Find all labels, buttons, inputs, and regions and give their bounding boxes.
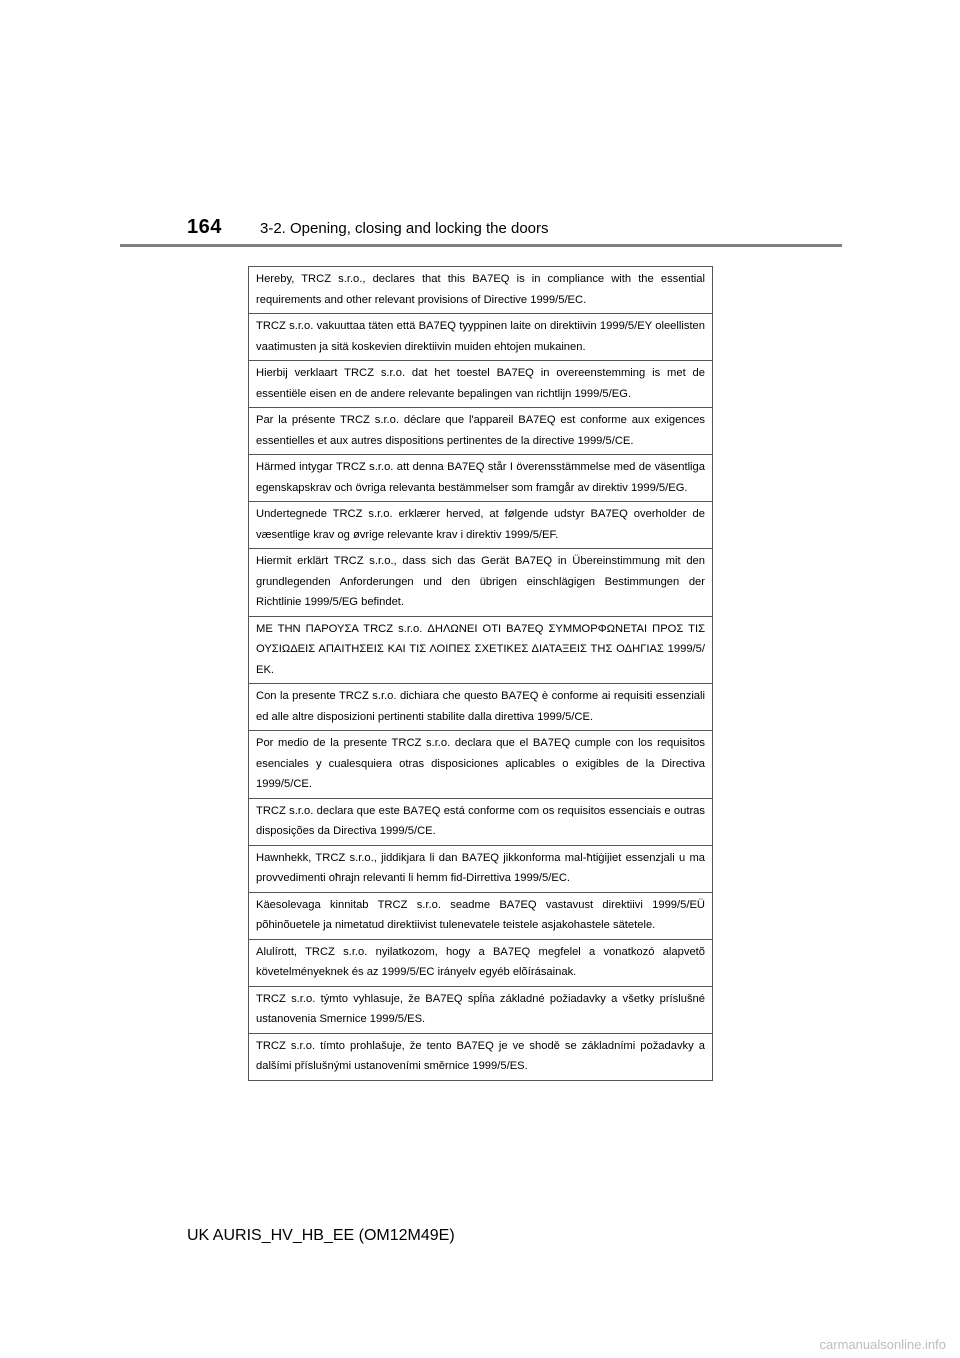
declaration-dutch: Hierbij verklaart TRCZ s.r.o. dat het toestel BA7EQ in overeenstemming is met de essentiële eisen en de andere relevante bepalingen van richtlijn 1999/5/EG. [249, 361, 712, 408]
declaration-english: Hereby, TRCZ s.r.o., declares that this BA7EQ is in compliance with the essential requirements and other relevant provisions of Directive 1999/5/EC. [249, 267, 712, 314]
declaration-czech: TRCZ s.r.o. tímto prohlašuje, že tento BA7EQ je ve shodě se základními požadavky a dalšími příslušnými ustanoveními směrnice 1999/5/ES. [256, 1039, 705, 1072]
declaration-portuguese: TRCZ s.r.o. declara que este BA7EQ está conforme com os requisitos essenciais e outras disposições da Directiva 1999/5/CE. [249, 799, 712, 846]
declaration-greek: ΜΕ ΤΗΝ ΠΑΡΟΥΣΑ TRCZ s.r.o. ΔΗΛΩΝΕΙ ΟΤΙ BA7EQ ΣΥΜΜΟΡΦΩΝΕΤΑΙ ΠΡΟΣ ΤΙΣ ΟΥΣΙΩΔΕΙΣ ΑΠΑΙΤΗΣΕΙΣ ΚΑΙ ΤΙΣ ΛΟΙΠΕΣ ΣΧΕΤΙΚΕΣ ΔΙΑΤΑΞΕΙΣ ΤΗΣ ΟΔΗΓΙΑΣ 1999/5/ΕΚ. [249, 617, 712, 685]
watermark: carmanualsonline.info [819, 1337, 946, 1352]
declaration-hungarian: Alulírott, TRCZ s.r.o. nyilatkozom, hogy a BA7EQ megfelel a vonatkozó alapvetõ követelményeknek és az 1999/5/EC irányelv egyéb elõírásainak. [249, 940, 712, 987]
declarations-table [248, 266, 713, 1081]
declaration-swedish: Härmed intygar TRCZ s.r.o. att denna BA7EQ står I överensstämmelse med de väsentliga egenskapskrav och övriga relevanta bestämmelser som framgår av direktiv 1999/5/EG. [249, 455, 712, 502]
declaration-maltese: Hawnhekk, TRCZ s.r.o., jiddikjara li dan BA7EQ jikkonforma mal-ħtiġijiet essenzjali u ma provvedimenti oħrajn relevanti li hemm fid-Dirrettiva 1999/5/EC. [249, 846, 712, 893]
declaration-german: Hiermit erklärt TRCZ s.r.o., dass sich das Gerät BA7EQ in Übereinstimmung mit den grundlegenden Anforderungen und den übrigen einschlägigen Bestimmungen der Richtlinie 1999/5/EG befindet. [249, 549, 712, 617]
declaration-spanish: Por medio de la presente TRCZ s.r.o. declara que el BA7EQ cumple con los requisitos esenciales y cualesquiera otras disposiciones aplicables o exigibles de la Directiva 1999/5/CE. [249, 731, 712, 799]
declaration-estonian: Käesolevaga kinnitab TRCZ s.r.o. seadme BA7EQ vastavust direktiivi 1999/5/EÜ põhinõuetele ja nimetatud direktiivist tulenevatele teistele asjakohastele sätetele. [249, 893, 712, 940]
header-divider [120, 244, 842, 247]
declaration-italian: Con la presente TRCZ s.r.o. dichiara che questo BA7EQ è conforme ai requisiti essenziali ed alle altre disposizioni pertinenti stabilite dalla direttiva 1999/5/CE. [249, 684, 712, 731]
declaration-finnish: TRCZ s.r.o. vakuuttaa täten että BA7EQ tyyppinen laite on direktiivin 1999/5/EY oleellisten vaatimusten ja sitä koskevien direktiivin muiden ehtojen mukainen. [249, 314, 712, 361]
page-number: 164 [187, 216, 222, 238]
section-title: 3-2. Opening, closing and locking the doors [260, 220, 549, 237]
declaration-danish: Undertegnede TRCZ s.r.o. erklærer herved, at følgende udstyr BA7EQ overholder de væsentlige krav og øvrige relevante krav i direktiv 1999/5/EF. [249, 502, 712, 549]
manual-code: UK AURIS_HV_HB_EE (OM12M49E) [187, 1227, 455, 1244]
declaration-slovak: TRCZ s.r.o. týmto vyhlasuje, že BA7EQ spĺňa základné požiadavky a všetky príslušné ustanovenia Smernice 1999/5/ES. [249, 987, 712, 1034]
declaration-french: Par la présente TRCZ s.r.o. déclare que l'appareil BA7EQ est conforme aux exigences essentielles et aux autres dispositions pertinentes de la directive 1999/5/CE. [249, 408, 712, 455]
